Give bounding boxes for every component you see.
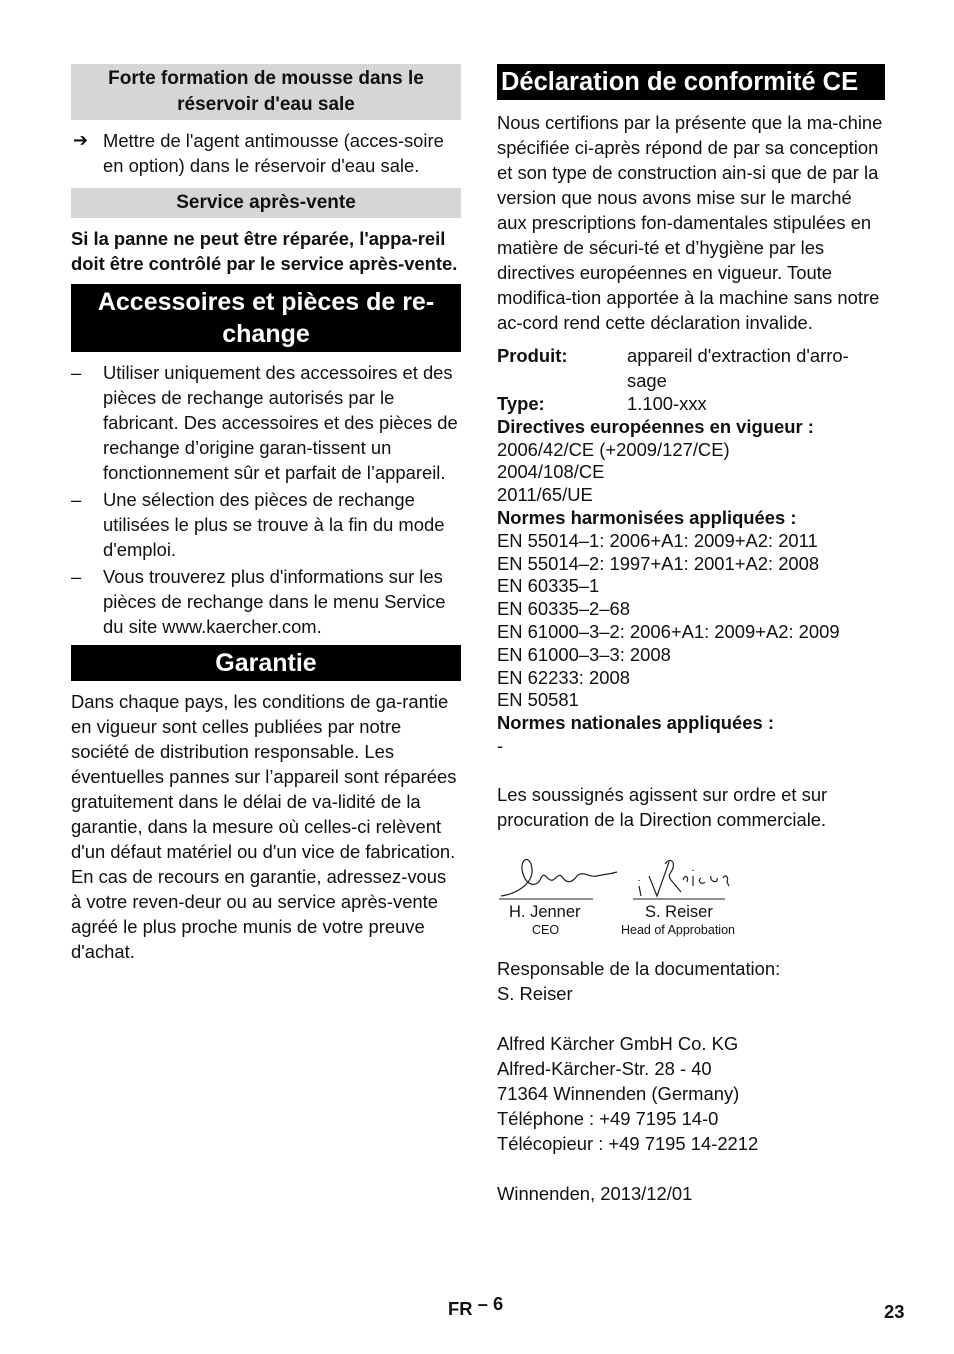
standard-item: EN 60335–1: [497, 575, 600, 597]
address-line: 71364 Winnenden (Germany): [497, 1082, 740, 1104]
accessories-list: [71, 360, 461, 639]
harmonized-label: Normes harmonisées appliquées :: [497, 506, 797, 528]
standard-item: EN 62233: 2008: [497, 666, 630, 688]
list-item-text: Une sélection des pièces de rechange utilisées le plus se trouve à la fin du mode d'emploi.: [103, 489, 445, 560]
signatories-text: Les soussignés agissent sur ordre et sur procuration de la Direction commerciale.: [497, 783, 828, 830]
address-line: Alfred-Kärcher-Str. 28 - 40: [497, 1057, 712, 1079]
company-address: [497, 1031, 885, 1156]
directives-label: Directives européennes en vigueur :: [497, 415, 814, 437]
footer-section: [448, 1293, 504, 1321]
signature-area: [497, 852, 885, 942]
signature-block-reiser: [621, 852, 751, 938]
ce-heading: Déclaration de conformité CE: [497, 64, 885, 100]
address-line: Alfred Kärcher GmbH Co. KG: [497, 1032, 739, 1054]
dash-bullet: –: [71, 566, 82, 587]
address-line: Télécopieur : +49 7195 14-2212: [497, 1132, 759, 1154]
signer1-name: H. Jenner: [509, 902, 581, 921]
product-value: appareil d'extraction d'arro-sage: [627, 345, 849, 391]
declaration-details: [497, 343, 885, 758]
standard-item: EN 60335–2–68: [497, 598, 630, 620]
type-row: [497, 393, 885, 416]
directive-item: 2006/42/CE (+2009/127/CE): [497, 438, 730, 460]
left-column: [71, 64, 461, 964]
dash-bullet: –: [71, 489, 82, 510]
list-item-text: Vous trouverez plus d'informations sur les pièces de rechange dans le menu Service du site www.kaercher.com.: [103, 566, 446, 637]
arrow-right-icon: ➔: [73, 130, 89, 150]
ce-intro: Nous certifions par la présente que la ma-chine spécifiée ci-après répond de par sa conception et son type de construction ain-si que de par la version que nous avons mise sur le marché aux prescriptions fon-damentales stipulées en matière de sécuri-té et d’hygiène par les directives européennes en vigueur. Toute modifica-tion apportée à la machine sans notre ac-cord rend cette déclaration invalide.: [497, 112, 883, 333]
page-number: 23: [884, 1301, 905, 1322]
list-item: [71, 487, 461, 562]
signature-reiser: [625, 852, 751, 902]
place-date: Winnenden, 2013/12/01: [497, 1182, 693, 1204]
address-line: Téléphone : +49 7195 14-0: [497, 1107, 719, 1129]
guarantee-text: Dans chaque pays, les conditions de ga-rantie en vigueur sont celles publiées par notre société de distribution responsable. Les éventuelles pannes sur l’appareil sont réparées gratuitement dans le délai de va-lidité de la garantie, dans la mesure où celles-ci relèvent d'un défaut matériel ou d'un vice de fabrication. En cas de recours en garantie, adressez-vous à votre reven-deur ou au service après-vente agréé le plus proche munis de votre preuve d'achat.: [71, 691, 457, 962]
foam-instruction: [71, 128, 461, 178]
national-value: -: [497, 734, 504, 756]
signature-jenner: [497, 852, 621, 902]
standard-item: EN 55014–1: 2006+A1: 2009+A2: 2011: [497, 529, 818, 551]
standard-item: EN 61000–3–2: 2006+A1: 2009+A2: 2009: [497, 620, 840, 642]
signer2-title: Head of Approbation: [621, 922, 735, 937]
standard-item: EN 61000–3–3: 2008: [497, 643, 671, 665]
list-item: [71, 360, 461, 485]
standard-item: EN 55014–2: 1997+A1: 2001+A2: 2008: [497, 552, 820, 574]
product-label: Produit:: [497, 345, 568, 366]
doc-responsible-label: Responsable de la documentation:: [497, 957, 781, 979]
type-value: 1.100-xxx: [627, 393, 707, 414]
foam-heading: Forte formation de mousse dans le réservoir d'eau sale: [71, 64, 461, 120]
national-label: Normes nationales appliquées :: [497, 712, 774, 734]
footer-section-page: – 6: [477, 1293, 504, 1314]
foam-instruction-text: Mettre de l'agent antimousse (acces-soire en option) dans le réservoir d'eau sale.: [103, 130, 444, 176]
service-text: Si la panne ne peut être réparée, l'appa-reil doit être contrôlé par le service après-vente.: [71, 228, 458, 274]
accessories-heading: Accessoires et pièces de re-change: [71, 284, 461, 352]
standard-item: EN 50581: [497, 689, 579, 711]
guarantee-heading: Garantie: [71, 645, 461, 681]
signer1-title: CEO: [532, 922, 560, 937]
doc-responsible-name: S. Reiser: [497, 982, 573, 1004]
directive-item: 2011/65/UE: [497, 484, 593, 506]
signer2-name: S. Reiser: [645, 902, 713, 921]
list-item: [71, 564, 461, 639]
type-label: Type:: [497, 393, 545, 414]
product-row: [497, 343, 885, 393]
service-heading: Service après-vente: [71, 188, 461, 218]
directive-item: 2004/108/CE: [497, 461, 605, 483]
footer-section-label: FR: [448, 1298, 473, 1319]
signature-block-jenner: [497, 852, 597, 938]
list-item-text: Utiliser uniquement des accessoires et des pièces de rechange autorisés par le fabricant. Des accessoires et des pièces de rechange d’origine garan-tissent un fonctionnement sûr et parfait de l’appareil.: [103, 362, 458, 483]
right-column: [497, 64, 885, 1206]
dash-bullet: –: [71, 362, 82, 383]
